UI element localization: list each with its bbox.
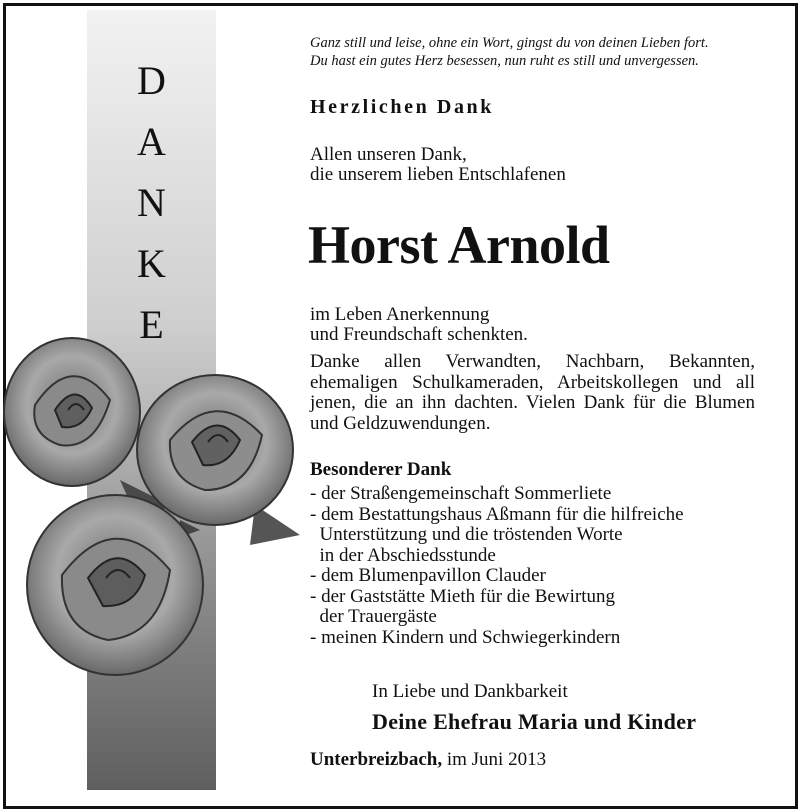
roses-icon	[0, 330, 310, 700]
list-item: - der Gaststätte Mieth für die Bewirtung	[310, 585, 615, 607]
danke-letter: E	[139, 302, 164, 347]
list-item: - meinen Kindern und Schwiegerkindern	[310, 626, 621, 648]
signature: Deine Ehefrau Maria und Kinder	[372, 709, 697, 734]
heading: Herzlichen Dank	[310, 96, 494, 118]
danke-vertical-title	[87, 50, 216, 355]
special-thanks-title: Besonderer Dank	[310, 459, 452, 480]
list-item: - der Straßengemeinschaft Sommerliete	[310, 483, 612, 504]
thanks-paragraph: Danke allen Verwandten, Nachbarn, Bekannten, ehemaligen Schulkameraden, Arbeitskollegen und all jenen, die an ihn dachten. Vielen Dank für die Blumen und Geldzuwendungen.	[310, 351, 755, 434]
list-item: Unterstützung und die tröstenden Worte	[310, 524, 623, 545]
danke-letter: D	[137, 58, 166, 103]
danke-letter: A	[137, 119, 166, 164]
recognition-line: und Freundschaft schenkten.	[310, 324, 528, 345]
motto-line: Du hast ein gutes Herz besessen, nun ruht es still und unvergessen.	[310, 53, 699, 69]
danke-letter: N	[137, 180, 166, 225]
motto-line: Ganz still und leise, ohne ein Wort, gingst du von deinen Lieben fort.	[310, 35, 709, 51]
place-date	[310, 749, 546, 771]
deceased-name: Horst Arnold	[308, 215, 610, 275]
list-item: der Trauergäste	[310, 606, 437, 627]
recognition-text	[310, 305, 528, 345]
list-item: - dem Bestattungshaus Aßmann für die hilfreiche	[310, 503, 684, 525]
date: im Juni 2013	[442, 749, 547, 770]
intro-line: Allen unseren Dank,	[310, 144, 467, 165]
recognition-line: im Leben Anerkennung	[310, 304, 490, 325]
danke-letter: K	[137, 241, 166, 286]
place: Unterbreizbach,	[310, 749, 443, 770]
intro-text	[310, 145, 566, 185]
list-item: in der Abschiedsstunde	[310, 544, 496, 566]
list-item: - dem Blumenpavillon Clauder	[310, 565, 546, 586]
closing-phrase: In Liebe und Dankbarkeit	[372, 681, 568, 702]
special-thanks-list	[310, 484, 684, 648]
intro-line: die unserem lieben Entschlafenen	[310, 164, 566, 185]
motto-verse	[310, 34, 770, 70]
